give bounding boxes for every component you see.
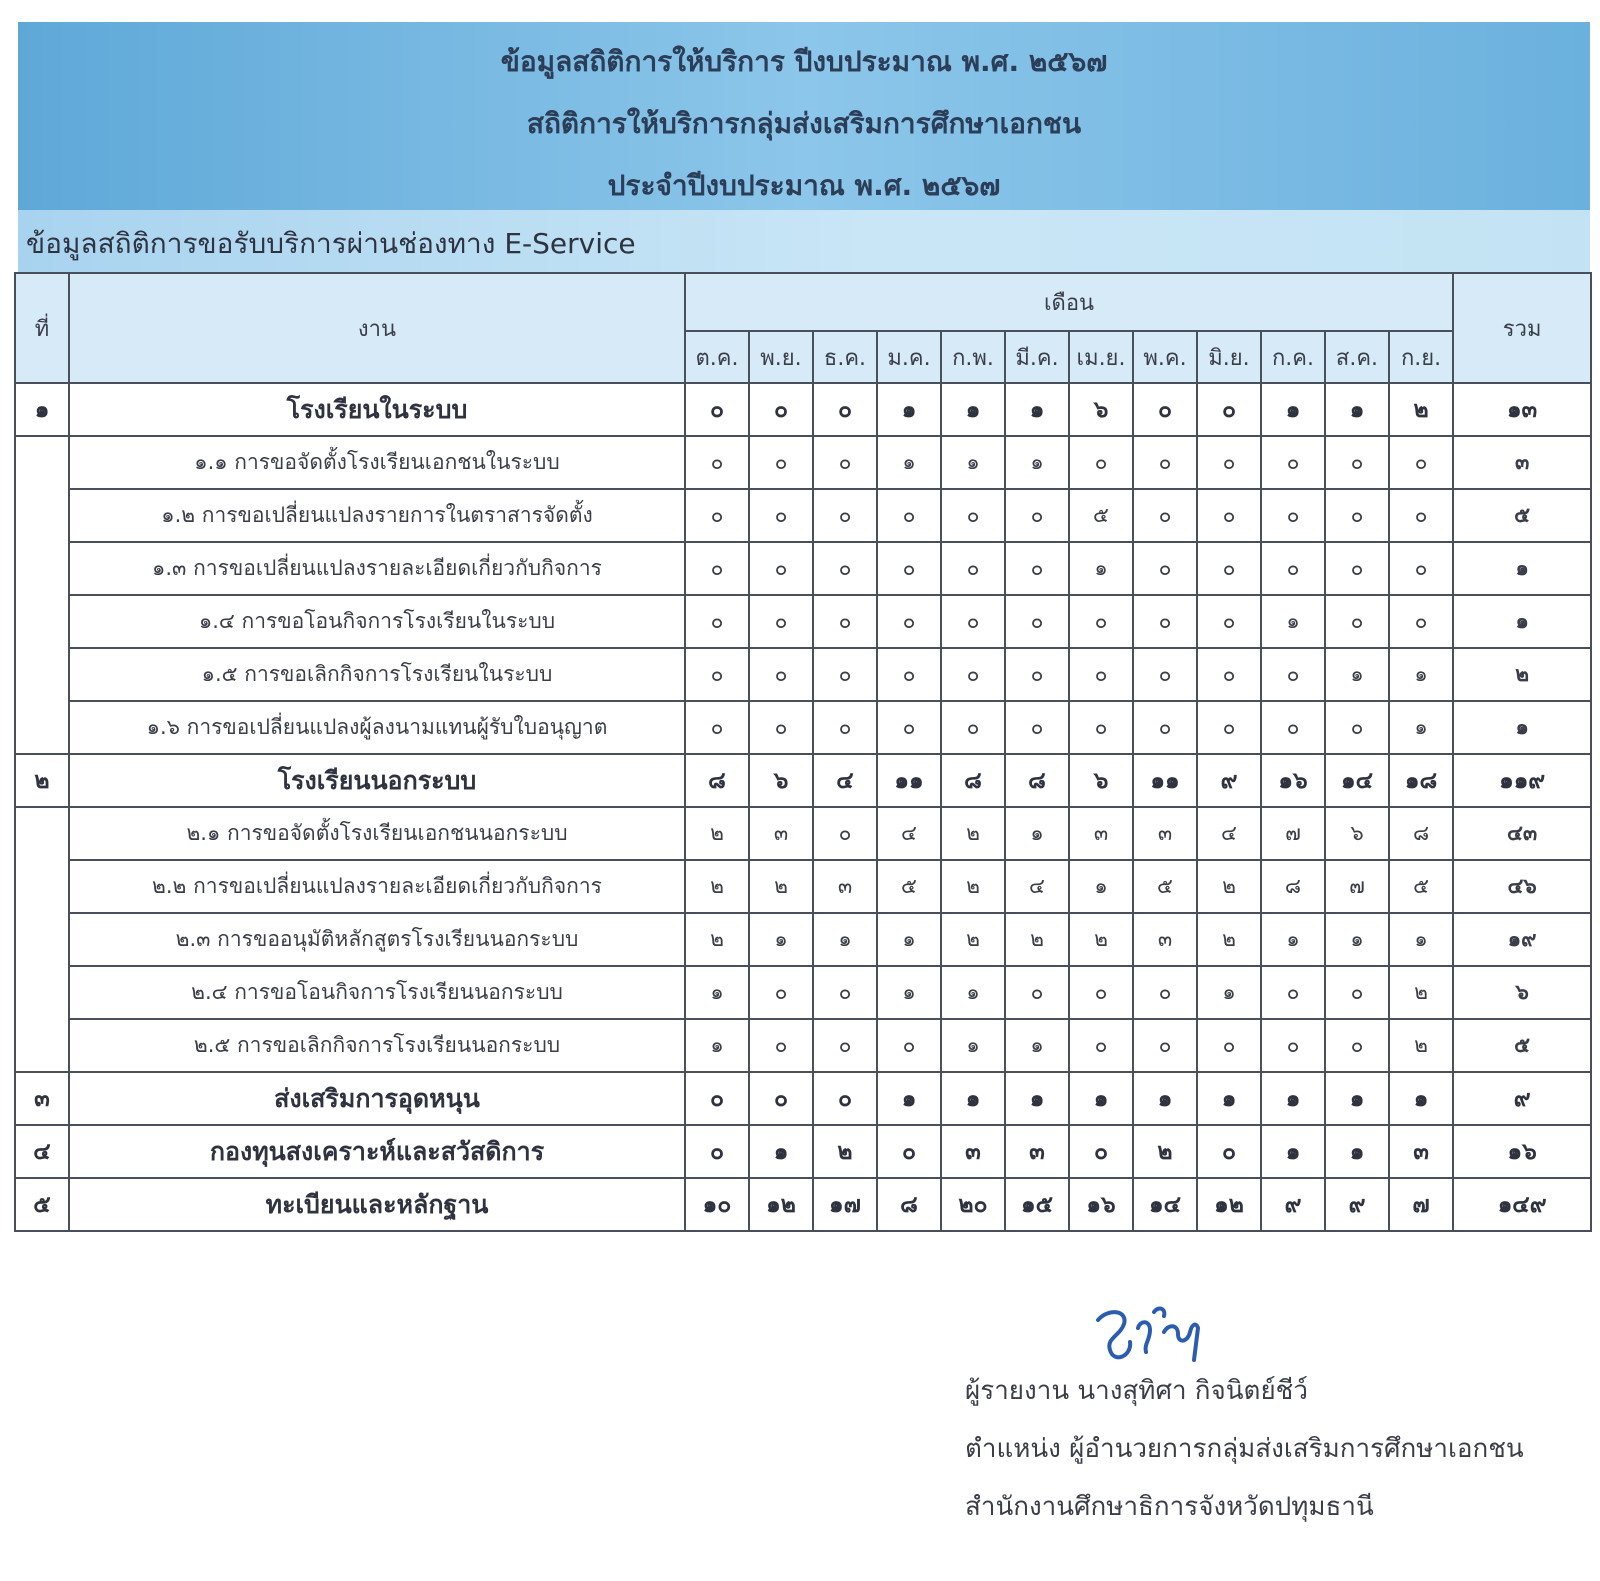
month-value: ๑๒ [1197, 1178, 1261, 1231]
month-value: ๑ [1261, 595, 1325, 648]
month-value: ๐ [1069, 966, 1133, 1019]
month-value: ๐ [685, 595, 749, 648]
month-value: ๒ [749, 860, 813, 913]
month-value: ๒ [685, 913, 749, 966]
month-value: ๐ [1261, 648, 1325, 701]
task-label: ๒.๒ การขอเปลี่ยนแปลงรายละเอียดเกี่ยวกับกิจการ [69, 860, 685, 913]
table-row [15, 966, 1591, 1019]
header-month: มี.ค. [1005, 331, 1069, 383]
month-value: ๐ [1325, 1019, 1389, 1072]
month-value: ๐ [1197, 489, 1261, 542]
row-total: ๙ [1453, 1072, 1591, 1125]
row-number-blank [15, 807, 69, 1072]
month-value: ๑ [941, 1019, 1005, 1072]
month-value: ๑ [1069, 1072, 1133, 1125]
month-value: ๓ [941, 1125, 1005, 1178]
month-value: ๐ [813, 489, 877, 542]
month-value: ๐ [749, 701, 813, 754]
month-value: ๖ [749, 754, 813, 807]
month-value: ๐ [1325, 542, 1389, 595]
month-value: ๑๑ [1133, 754, 1197, 807]
month-value: ๐ [749, 1019, 813, 1072]
month-value: ๑ [749, 913, 813, 966]
row-number-blank [15, 436, 69, 754]
month-value: ๑ [1261, 1072, 1325, 1125]
task-label: ๒.๓ การขออนุมัติหลักสูตรโรงเรียนนอกระบบ [69, 913, 685, 966]
subtitle-bar [18, 210, 1590, 272]
month-value: ๐ [1389, 595, 1453, 648]
month-value: ๐ [749, 383, 813, 436]
month-value: ๑ [877, 383, 941, 436]
month-value: ๑๖ [1069, 1178, 1133, 1231]
header-month: พ.ค. [1133, 331, 1197, 383]
month-value: ๑ [1389, 648, 1453, 701]
table-row [15, 754, 1591, 807]
month-value: ๒ [1005, 913, 1069, 966]
month-value: ๐ [1133, 595, 1197, 648]
month-value: ๑ [1005, 1019, 1069, 1072]
month-value: ๘ [1005, 754, 1069, 807]
month-value: ๑ [877, 436, 941, 489]
title-banner [18, 22, 1590, 210]
month-value: ๑๕ [1005, 1178, 1069, 1231]
table-row [15, 595, 1591, 648]
month-value: ๐ [685, 701, 749, 754]
month-value: ๒ [1389, 1019, 1453, 1072]
month-value: ๑ [1005, 807, 1069, 860]
month-value: ๐ [813, 701, 877, 754]
month-value: ๐ [1069, 1125, 1133, 1178]
month-value: ๙ [1261, 1178, 1325, 1231]
month-value: ๐ [813, 1019, 877, 1072]
month-value: ๐ [1069, 648, 1133, 701]
month-value: ๔ [1005, 860, 1069, 913]
month-value: ๑๑ [877, 754, 941, 807]
month-value: ๒ [1069, 913, 1133, 966]
task-label: ๒.๕ การขอเลิกกิจการโรงเรียนนอกระบบ [69, 1019, 685, 1072]
month-value: ๒ [685, 860, 749, 913]
month-value: ๐ [1133, 1019, 1197, 1072]
month-value: ๑ [1389, 1072, 1453, 1125]
month-value: ๐ [1389, 542, 1453, 595]
month-value: ๒ [1197, 913, 1261, 966]
task-label: โรงเรียนในระบบ [69, 383, 685, 436]
table-row [15, 701, 1591, 754]
month-value: ๑ [1389, 913, 1453, 966]
month-value: ๐ [1197, 1125, 1261, 1178]
title-line-1: ข้อมูลสถิติการให้บริการ ปีงบประมาณ พ.ศ. ๒๕๖๗ [500, 45, 1108, 78]
month-value: ๐ [1325, 436, 1389, 489]
month-value: ๐ [813, 436, 877, 489]
table-row [15, 436, 1591, 489]
month-value: ๐ [1197, 595, 1261, 648]
month-value: ๐ [813, 383, 877, 436]
month-value: ๓ [813, 860, 877, 913]
month-value: ๑ [1325, 648, 1389, 701]
month-value: ๐ [877, 489, 941, 542]
task-label: ๑.๕ การขอเลิกกิจการโรงเรียนในระบบ [69, 648, 685, 701]
month-value: ๐ [685, 383, 749, 436]
row-total: ๑๖ [1453, 1125, 1591, 1178]
month-value: ๑๐ [685, 1178, 749, 1231]
month-value: ๐ [685, 489, 749, 542]
task-label: ส่งเสริมการอุดหนุน [69, 1072, 685, 1125]
month-value: ๘ [685, 754, 749, 807]
month-value: ๐ [877, 595, 941, 648]
month-value: ๑ [1261, 383, 1325, 436]
month-value: ๐ [1261, 1019, 1325, 1072]
month-value: ๐ [685, 1072, 749, 1125]
month-value: ๐ [1325, 966, 1389, 1019]
month-value: ๐ [685, 1125, 749, 1178]
month-value: ๐ [1005, 489, 1069, 542]
month-value: ๘ [1261, 860, 1325, 913]
task-label: ๑.๓ การขอเปลี่ยนแปลงรายละเอียดเกี่ยวกับกิจการ [69, 542, 685, 595]
task-label: ๑.๔ การขอโอนกิจการโรงเรียนในระบบ [69, 595, 685, 648]
task-label: ๒.๔ การขอโอนกิจการโรงเรียนนอกระบบ [69, 966, 685, 1019]
month-value: ๑ [941, 966, 1005, 1019]
month-value: ๑ [877, 913, 941, 966]
month-value: ๙ [1197, 754, 1261, 807]
task-label: ทะเบียนและหลักฐาน [69, 1178, 685, 1231]
row-total: ๕ [1453, 489, 1591, 542]
month-value: ๐ [1133, 648, 1197, 701]
month-value: ๐ [685, 648, 749, 701]
reporter-position: ตำแหน่ง ผู้อำนวยการกลุ่มส่งเสริมการศึกษาเอกชน [965, 1434, 1524, 1464]
row-total: ๖ [1453, 966, 1591, 1019]
month-value: ๗ [1325, 860, 1389, 913]
month-value: ๐ [1325, 489, 1389, 542]
header-month: ต.ค. [685, 331, 749, 383]
table-row [15, 1072, 1591, 1125]
month-value: ๐ [941, 595, 1005, 648]
header-month: ธ.ค. [813, 331, 877, 383]
month-value: ๐ [1197, 1019, 1261, 1072]
month-value: ๐ [941, 542, 1005, 595]
month-value: ๐ [1005, 701, 1069, 754]
signature [1080, 1298, 1230, 1378]
month-value: ๐ [1197, 542, 1261, 595]
month-value: ๓ [1133, 807, 1197, 860]
month-value: ๐ [1197, 436, 1261, 489]
month-value: ๐ [941, 701, 1005, 754]
month-value: ๑ [1197, 1072, 1261, 1125]
month-value: ๑ [1197, 966, 1261, 1019]
month-value: ๑ [877, 966, 941, 1019]
month-value: ๘ [1389, 807, 1453, 860]
month-value: ๐ [749, 489, 813, 542]
row-total: ๑ [1453, 595, 1591, 648]
month-value: ๐ [749, 648, 813, 701]
reporter-office: สำนักงานศึกษาธิการจังหวัดปทุมธานี [965, 1492, 1374, 1522]
month-value: ๐ [813, 807, 877, 860]
row-total: ๕ [1453, 1019, 1591, 1072]
month-value: ๑ [941, 383, 1005, 436]
month-value: ๐ [877, 1019, 941, 1072]
month-value: ๑ [685, 966, 749, 1019]
month-value: ๐ [1005, 595, 1069, 648]
month-value: ๐ [1325, 595, 1389, 648]
month-value: ๐ [749, 1072, 813, 1125]
month-value: ๒ [941, 860, 1005, 913]
month-value: ๐ [1325, 701, 1389, 754]
month-value: ๐ [1133, 383, 1197, 436]
month-value: ๒ [1389, 966, 1453, 1019]
month-value: ๐ [877, 542, 941, 595]
table-row [15, 542, 1591, 595]
month-value: ๐ [1197, 701, 1261, 754]
month-value: ๐ [1261, 436, 1325, 489]
table-row [15, 807, 1591, 860]
month-value: ๔ [813, 754, 877, 807]
header-no: ที่ [15, 273, 69, 383]
reporter-name: ผู้รายงาน นางสุทิศา กิจนิตย์ชีว์ [965, 1376, 1308, 1406]
month-value: ๐ [1389, 489, 1453, 542]
month-value: ๘ [941, 754, 1005, 807]
header-month-group: เดือน [685, 273, 1453, 331]
month-value: ๑ [941, 1072, 1005, 1125]
table-row [15, 1125, 1591, 1178]
month-value: ๒ [1197, 860, 1261, 913]
month-value: ๔ [877, 807, 941, 860]
month-value: ๐ [941, 489, 1005, 542]
month-value: ๐ [1197, 648, 1261, 701]
month-value: ๑๔ [1133, 1178, 1197, 1231]
month-value: ๑๔ [1325, 754, 1389, 807]
task-label: ๑.๒ การขอเปลี่ยนแปลงรายการในตราสารจัดตั้ง [69, 489, 685, 542]
month-value: ๑ [1325, 383, 1389, 436]
month-value: ๒๐ [941, 1178, 1005, 1231]
month-value: ๐ [877, 1125, 941, 1178]
month-value: ๔ [1197, 807, 1261, 860]
table-header-row [15, 273, 1591, 331]
task-label: ๑.๖ การขอเปลี่ยนแปลงผู้ลงนามแทนผู้รับใบอนุญาต [69, 701, 685, 754]
month-value: ๕ [1389, 860, 1453, 913]
month-value: ๓ [1069, 807, 1133, 860]
task-label: ๑.๑ การขอจัดตั้งโรงเรียนเอกชนในระบบ [69, 436, 685, 489]
task-label: ๒.๑ การขอจัดตั้งโรงเรียนเอกชนนอกระบบ [69, 807, 685, 860]
month-value: ๑ [813, 913, 877, 966]
month-value: ๐ [1133, 436, 1197, 489]
month-value: ๑ [1133, 1072, 1197, 1125]
header-task: งาน [69, 273, 685, 383]
row-number: ๓ [15, 1072, 69, 1125]
month-value: ๒ [1389, 383, 1453, 436]
header-month: ก.ย. [1389, 331, 1453, 383]
month-value: ๐ [813, 966, 877, 1019]
month-value: ๐ [1133, 966, 1197, 1019]
month-value: ๑ [941, 436, 1005, 489]
month-value: ๓ [1389, 1125, 1453, 1178]
month-value: ๓ [749, 807, 813, 860]
header-month: ก.พ. [941, 331, 1005, 383]
month-value: ๖ [1069, 383, 1133, 436]
row-number: ๒ [15, 754, 69, 807]
month-value: ๑ [749, 1125, 813, 1178]
row-total: ๓ [1453, 436, 1591, 489]
table-row [15, 383, 1591, 436]
month-value: ๐ [941, 648, 1005, 701]
month-value: ๐ [1069, 595, 1133, 648]
month-value: ๑ [1325, 1125, 1389, 1178]
month-value: ๐ [1133, 542, 1197, 595]
title-line-3: ประจำปีงบประมาณ พ.ศ. ๒๕๖๗ [607, 169, 1001, 202]
month-value: ๐ [1005, 966, 1069, 1019]
month-value: ๐ [749, 966, 813, 1019]
month-value: ๑๘ [1389, 754, 1453, 807]
month-value: ๑ [1069, 860, 1133, 913]
month-value: ๒ [1133, 1125, 1197, 1178]
row-number: ๑ [15, 383, 69, 436]
row-number: ๕ [15, 1178, 69, 1231]
month-value: ๐ [1133, 701, 1197, 754]
row-total: ๑๓ [1453, 383, 1591, 436]
month-value: ๐ [1197, 383, 1261, 436]
month-value: ๐ [1261, 701, 1325, 754]
table-row [15, 860, 1591, 913]
month-value: ๓ [1133, 913, 1197, 966]
table-row [15, 1178, 1591, 1231]
row-total: ๑ [1453, 701, 1591, 754]
month-value: ๐ [749, 595, 813, 648]
row-total: ๔๖ [1453, 860, 1591, 913]
month-value: ๐ [685, 542, 749, 595]
month-value: ๑ [1005, 1072, 1069, 1125]
month-value: ๕ [877, 860, 941, 913]
month-value: ๑ [1069, 542, 1133, 595]
month-value: ๐ [813, 648, 877, 701]
task-label: โรงเรียนนอกระบบ [69, 754, 685, 807]
month-value: ๐ [1133, 489, 1197, 542]
month-value: ๘ [877, 1178, 941, 1231]
table-row [15, 913, 1591, 966]
month-value: ๑ [1389, 701, 1453, 754]
row-number: ๔ [15, 1125, 69, 1178]
title-line-2: สถิติการให้บริการกลุ่มส่งเสริมการศึกษาเอกชน [526, 107, 1082, 140]
month-value: ๕ [1133, 860, 1197, 913]
row-total: ๑ [1453, 542, 1591, 595]
statistics-table [14, 272, 1592, 1232]
month-value: ๐ [749, 542, 813, 595]
month-value: ๐ [1261, 489, 1325, 542]
table-row [15, 1019, 1591, 1072]
table-row [15, 648, 1591, 701]
month-value: ๑ [1261, 913, 1325, 966]
month-value: ๖ [1069, 754, 1133, 807]
month-value: ๑ [1261, 1125, 1325, 1178]
month-value: ๐ [813, 1072, 877, 1125]
month-value: ๐ [685, 436, 749, 489]
month-value: ๗ [1389, 1178, 1453, 1231]
month-value: ๒ [813, 1125, 877, 1178]
month-value: ๗ [1261, 807, 1325, 860]
header-month: ม.ค. [877, 331, 941, 383]
task-label: กองทุนสงเคราะห์และสวัสดิการ [69, 1125, 685, 1178]
month-value: ๒ [941, 807, 1005, 860]
month-value: ๑๗ [813, 1178, 877, 1231]
row-total: ๔๓ [1453, 807, 1591, 860]
month-value: ๑๖ [1261, 754, 1325, 807]
subtitle: ข้อมูลสถิติการขอรับบริการผ่านช่องทาง E-Service [26, 227, 636, 260]
table-row [15, 489, 1591, 542]
month-value: ๐ [877, 701, 941, 754]
header-month: ส.ค. [1325, 331, 1389, 383]
row-total: ๑๙ [1453, 913, 1591, 966]
month-value: ๙ [1325, 1178, 1389, 1231]
month-value: ๐ [1389, 436, 1453, 489]
row-total: ๑๑๙ [1453, 754, 1591, 807]
month-value: ๑ [1325, 1072, 1389, 1125]
month-value: ๐ [813, 542, 877, 595]
month-value: ๐ [813, 595, 877, 648]
month-value: ๑๒ [749, 1178, 813, 1231]
month-value: ๐ [1005, 648, 1069, 701]
month-value: ๐ [1069, 1019, 1133, 1072]
month-value: ๒ [941, 913, 1005, 966]
month-value: ๐ [1069, 701, 1133, 754]
header-month: มิ.ย. [1197, 331, 1261, 383]
row-total: ๒ [1453, 648, 1591, 701]
header-month: เม.ย. [1069, 331, 1133, 383]
header-month: ก.ค. [1261, 331, 1325, 383]
month-value: ๑ [1005, 383, 1069, 436]
month-value: ๕ [1069, 489, 1133, 542]
header-month: พ.ย. [749, 331, 813, 383]
month-value: ๐ [1069, 436, 1133, 489]
month-value: ๐ [1261, 542, 1325, 595]
month-value: ๑ [685, 1019, 749, 1072]
month-value: ๑ [1325, 913, 1389, 966]
month-value: ๐ [749, 436, 813, 489]
month-value: ๑ [877, 1072, 941, 1125]
row-total: ๑๔๙ [1453, 1178, 1591, 1231]
month-value: ๓ [1005, 1125, 1069, 1178]
month-value: ๖ [1325, 807, 1389, 860]
month-value: ๑ [1005, 436, 1069, 489]
month-value: ๒ [685, 807, 749, 860]
header-total: รวม [1453, 273, 1591, 383]
month-value: ๐ [1261, 966, 1325, 1019]
month-value: ๐ [1005, 542, 1069, 595]
month-value: ๐ [877, 648, 941, 701]
